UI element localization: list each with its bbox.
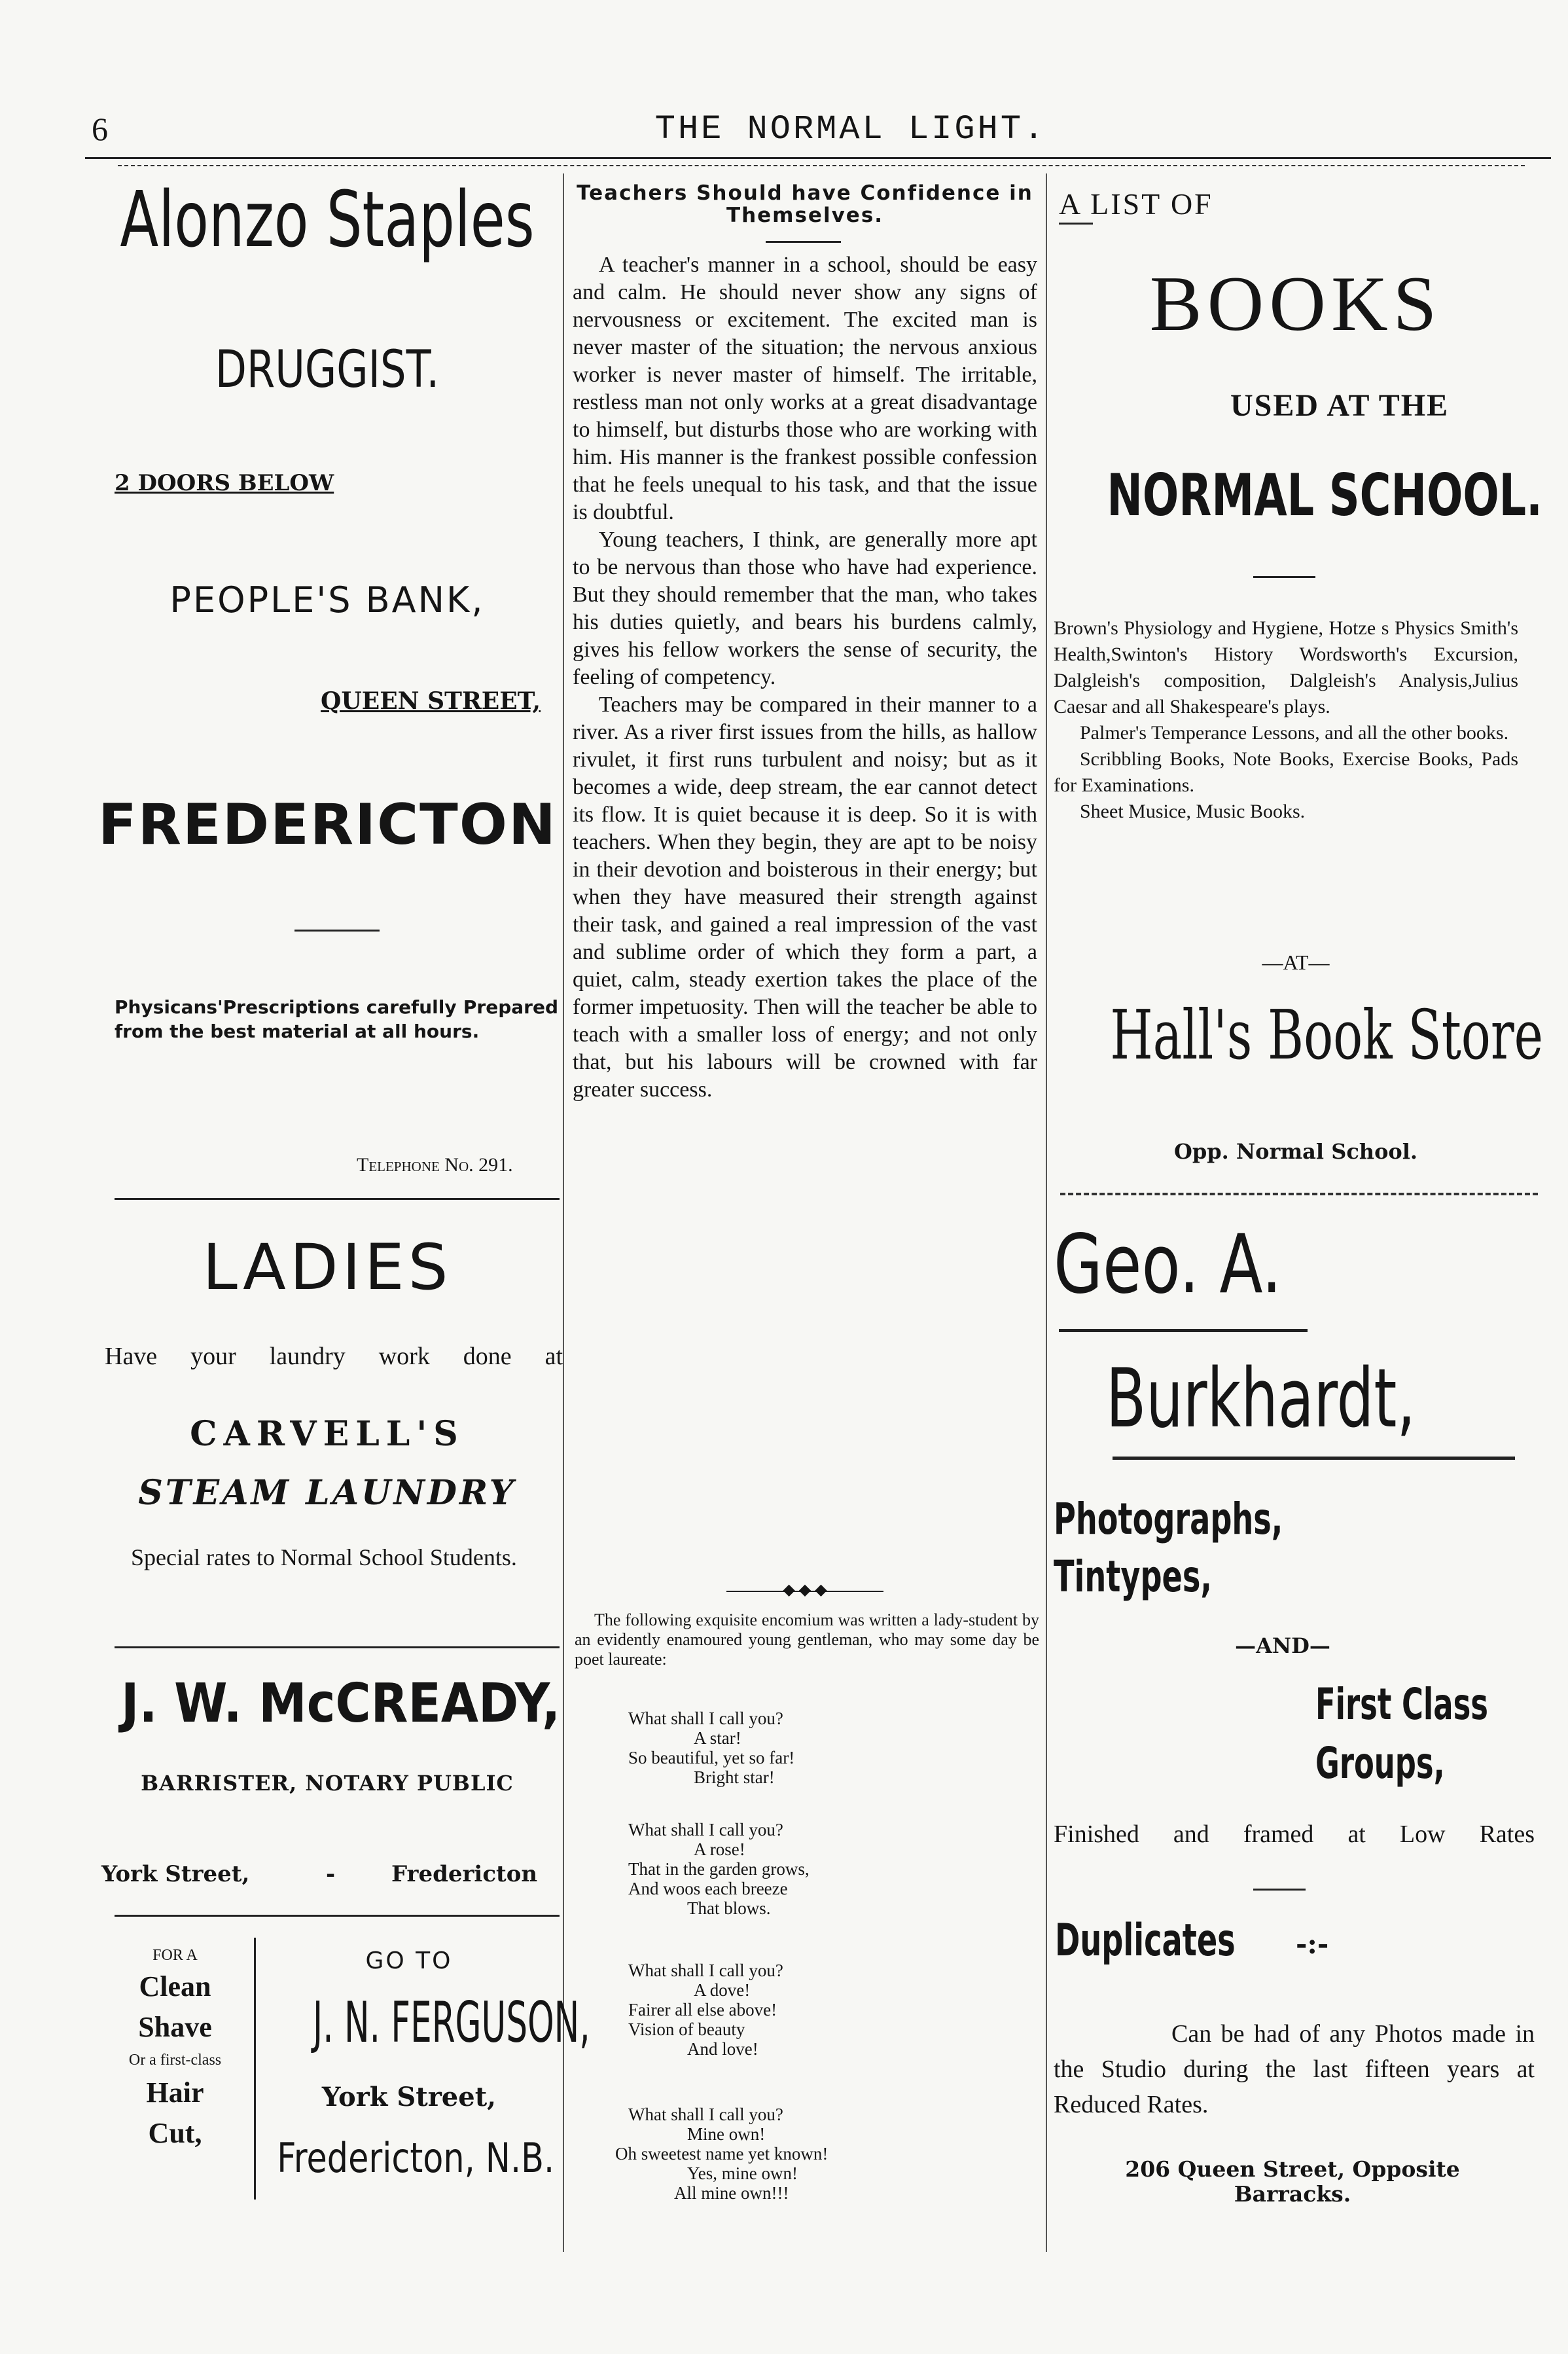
- ferguson-left-3: Shave: [138, 2011, 212, 2043]
- poem-intro: The following exquisite encomium was written a lady-student by an evidently enamoured young gentleman, who may some day be poet laureate:: [575, 1610, 1039, 1669]
- article-title-rule: [766, 241, 841, 243]
- books-heading1-underline: [1059, 223, 1093, 225]
- burkhardt-tintypes: Tintypes,: [1054, 1551, 1212, 1602]
- books-list-4: Sheet Musice, Music Books.: [1080, 801, 1306, 822]
- poem-stanza-3: [628, 1961, 995, 2059]
- books-at: —AT—: [1262, 951, 1330, 974]
- poem-line: Yes, mine own!: [687, 2164, 798, 2183]
- ferguson-left-6: Cut,: [148, 2117, 202, 2149]
- burkhardt-name2: Burkhardt,: [1106, 1352, 1416, 1446]
- ferguson-city: Fredericton, N.B.: [277, 2134, 555, 2182]
- staples-name: Alonzo Staples: [120, 174, 535, 264]
- laundry-name2: STEAM LAUNDRY: [138, 1473, 516, 1513]
- poem-line: And woos each breeze: [628, 1879, 788, 1898]
- poem-line: Mine own!: [687, 2124, 766, 2144]
- poem-stanza-1: [628, 1709, 995, 1787]
- article-paragraph-1: A teacher's manner in a school, should be easy and calm. He should never show any signs of nervousness or excitement. The excited man is never master of the situation; the nervous anxious worker is never master of himself. The irritable, restless man not only works at a great disadvantage to himself, but disturbs those who are working with him. His manner is the frankest possible confession that he feels unequal to his task, and that the issue is doubtful.: [573, 253, 1037, 524]
- column-divider-1: [563, 173, 564, 2252]
- burkhardt-duplicates: Duplicates: [1055, 1915, 1236, 1966]
- poem-line: A dove!: [694, 1980, 751, 2000]
- mccready-name: J. W. McCREADY,: [121, 1673, 561, 1735]
- staples-trade: DRUGGIST.: [215, 340, 440, 399]
- laundry-note: Special rates to Normal School Students.: [131, 1544, 517, 1570]
- rule-col1-b: [115, 1646, 560, 1648]
- staples-desc: Physicans'Prescriptions carefully Prepared from the best material at all hours.: [115, 996, 558, 1042]
- poem-stanza-2: [628, 1820, 995, 1918]
- ferguson-left: [101, 1944, 249, 2154]
- burkhardt-rule3: [1253, 1889, 1306, 1891]
- page-number: 6: [92, 111, 108, 147]
- staples-street: QUEEN STREET,: [321, 687, 541, 715]
- burkhardt-groups1: First Class: [1315, 1679, 1488, 1729]
- ferguson-left-4: Or a first-class: [128, 2052, 222, 2069]
- poem-line: And love!: [687, 2039, 758, 2059]
- poem-line: What shall I call you?: [628, 1820, 783, 1839]
- poem-line: Bright star!: [694, 1767, 775, 1787]
- article-paragraph-3: Teachers may be compared in their manner to a river. As a river first issues from the hills, as hallow rivulet, it first runs turbulent and noisy; but as it becomes a wide, deep stream, the ear cannot detect its flow. It is quiet because it is deep. So it is with teachers. When they begin, they are apt to be noisy in their devotion and boisterous in their energy; but when they have measured their strength against their task, and gained a real impression of the vast and sublime order of which they form a part, a quiet, calm, steady exertion takes the place of the former impetuosity. Then will the teacher be able to teach with a smaller loss of energy; and not only that, but his labours will be crowned with far greater success.: [573, 693, 1037, 1102]
- books-rule: [1253, 576, 1315, 578]
- burkhardt-rule1: [1059, 1329, 1308, 1332]
- mccready-title: BARRISTER, NOTARY PUBLIC: [141, 1771, 514, 1796]
- poem-line: All mine own!!!: [674, 2183, 789, 2203]
- mccready-city: Fredericton: [391, 1861, 538, 1887]
- masthead-title: THE NORMAL LIGHT.: [654, 110, 1047, 149]
- books-opp: Opp. Normal School.: [1173, 1139, 1418, 1164]
- staples-telephone: Telephone No. 291.: [357, 1154, 513, 1176]
- burkhardt-dup-mark: -:-: [1296, 1928, 1329, 1960]
- ferguson-left-1: FOR A: [152, 1947, 198, 1964]
- burkhardt-photos: Photographs,: [1054, 1494, 1283, 1544]
- mccready-dash: -: [326, 1861, 336, 1887]
- poem-line: So beautiful, yet so far!: [628, 1748, 795, 1767]
- rule-col1-c: [115, 1915, 560, 1917]
- books-heading3: USED AT THE: [1230, 388, 1450, 423]
- poem-stanza-4: [615, 2105, 995, 2203]
- burkhardt-dup-text: Can be had of any Photos made in the Studio during the last fifteen years at Reduced Rates.: [1054, 2020, 1535, 2118]
- mccready-street: York Street,: [101, 1861, 250, 1887]
- burkhardt-address: 206 Queen Street, Opposite Barracks.: [1125, 2156, 1460, 2207]
- column-divider-2: [1046, 173, 1047, 2252]
- ferguson-left-5: Hair: [146, 2076, 204, 2109]
- books-list-3: Scribbling Books, Note Books, Exercise Books, Pads for Examinations.: [1054, 748, 1518, 796]
- books-list-1: Brown's Physiology and Hygiene, Hotze s Physics Smith's Health,Swinton's History Wordsworth's Excursion, Dalgleish's composition, Dalgleish's Analysis,Julius Caesar and all Shakespeare's plays.: [1054, 617, 1518, 717]
- burkhardt-name1: Geo. A.: [1054, 1218, 1282, 1312]
- books-heading2: BOOKS: [1149, 260, 1442, 347]
- laundry-line: Have your laundry work done at: [105, 1343, 563, 1370]
- poem-line: What shall I call you?: [628, 1961, 783, 1980]
- rule-col3-a: [1060, 1193, 1538, 1195]
- ornament-dots: ◆ ◆ ◆: [783, 1582, 827, 1599]
- rule-col1-a: [115, 1198, 560, 1200]
- ferguson-street: York Street,: [321, 2082, 497, 2112]
- burkhardt-rule2: [1113, 1457, 1515, 1460]
- laundry-name: CARVELL'S: [190, 1414, 465, 1454]
- poem-line: Oh sweetest name yet known!: [615, 2144, 829, 2164]
- article-title: Teachers Should have Confidence in Themselves.: [577, 181, 1033, 227]
- article-paragraph-2: Young teachers, I think, are generally more apt to be nervous than those who have had experience. But they should remember that the man, who takes his duties quietly, and bears his burdens calmly, gives his fellow workers the sense of security, the feeling of competency.: [573, 528, 1037, 689]
- poem-line: That in the garden grows,: [628, 1859, 810, 1879]
- ferguson-name: J. N. FERGUSON,: [313, 1990, 590, 2055]
- books-heading4: NORMAL SCHOOL.: [1107, 462, 1542, 529]
- ferguson-brace: [254, 1938, 256, 2200]
- header-dash: [118, 165, 1525, 166]
- article-body: [573, 251, 1037, 1104]
- staples-bank: PEOPLE'S BANK,: [169, 579, 485, 621]
- burkhardt-finished: Finished and framed at Low Rates: [1054, 1820, 1535, 1848]
- books-list-2: Palmer's Temperance Lessons, and all the other books.: [1080, 722, 1509, 744]
- staples-city: FREDERICTON: [98, 792, 557, 858]
- poem-line: That blows.: [687, 1898, 771, 1918]
- poem-line: What shall I call you?: [628, 2105, 783, 2124]
- staples-rule: [294, 930, 380, 932]
- books-list: [1054, 615, 1518, 825]
- burkhardt-and: —AND—: [1235, 1633, 1330, 1658]
- books-store: Hall's Book Store: [1110, 995, 1544, 1075]
- ferguson-left-2: Clean: [139, 1970, 211, 2002]
- poem-line: What shall I call you?: [628, 1709, 783, 1728]
- poem-line: Fairer all else above!: [628, 2000, 777, 2019]
- books-heading1: A LIST OF: [1059, 187, 1213, 221]
- staples-doors: 2 DOORS BELOW: [115, 470, 334, 496]
- ferguson-goto: GO TO: [365, 1947, 453, 1974]
- poem-line: A rose!: [694, 1839, 745, 1859]
- poem-line: Vision of beauty: [628, 2019, 745, 2039]
- laundry-headline: LADIES: [202, 1231, 452, 1304]
- poem-line: A star!: [694, 1728, 741, 1748]
- header-rule: [85, 157, 1551, 159]
- burkhardt-groups2: Groups,: [1315, 1738, 1445, 1788]
- ad-alonzo-staples: [98, 174, 556, 264]
